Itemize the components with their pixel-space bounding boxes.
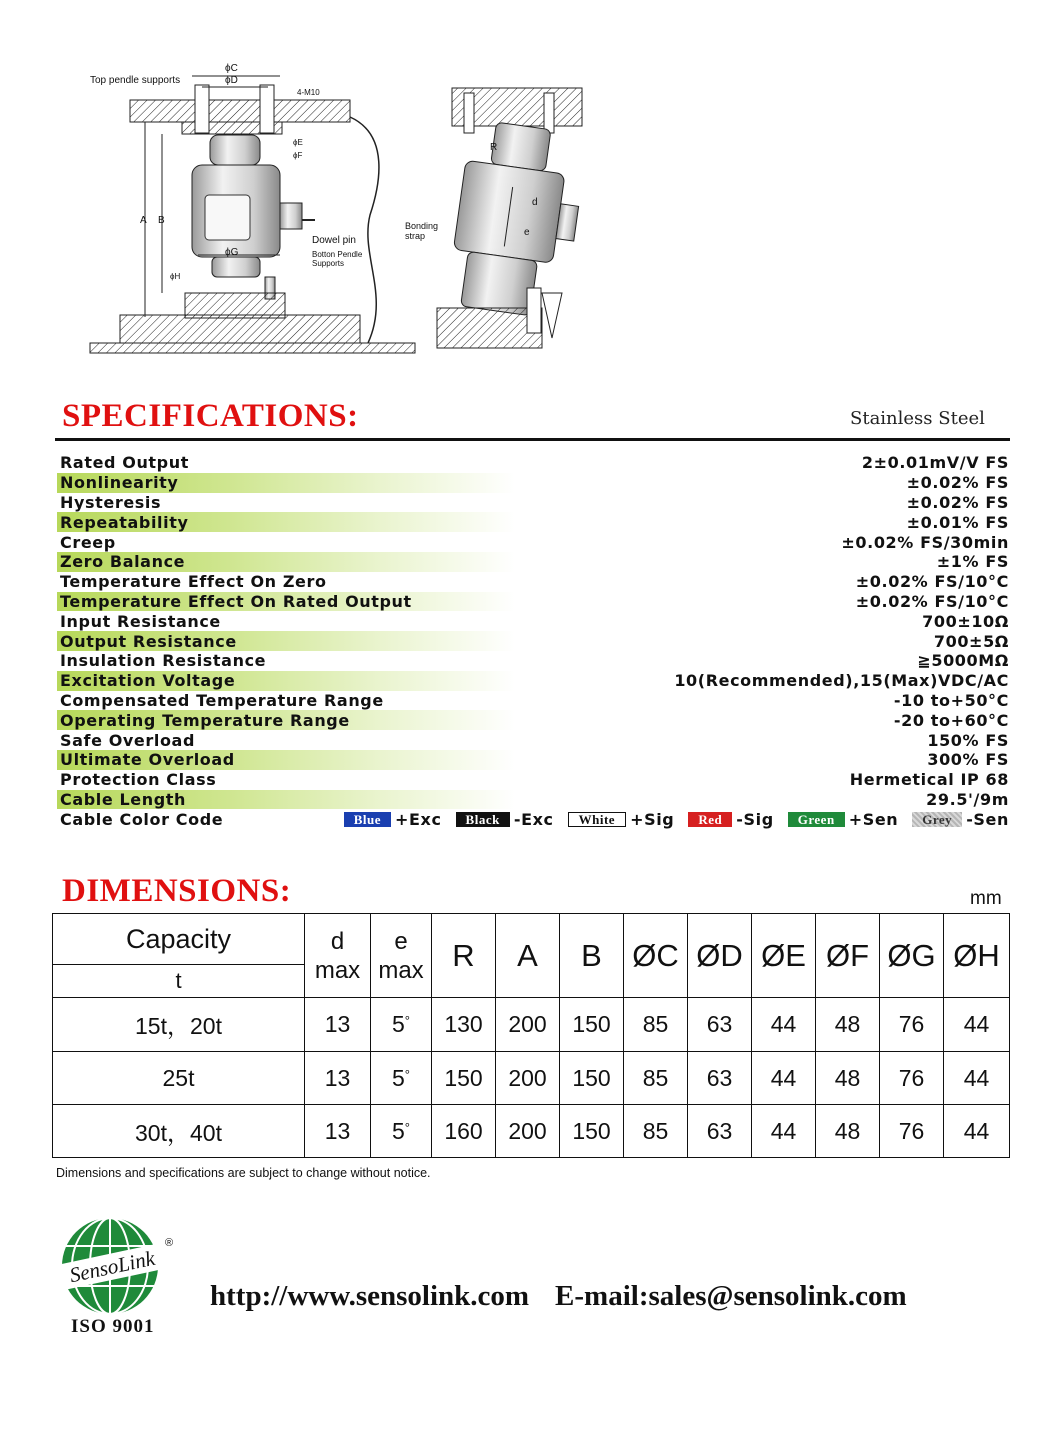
color-swatch-white: White	[568, 812, 626, 827]
signal-label: +Exc	[395, 809, 442, 829]
cell: 150	[432, 1052, 496, 1105]
spec-value: Hermetical IP 68	[849, 770, 1009, 790]
spec-divider	[55, 438, 1010, 441]
label-bottom-supports: Supports	[312, 259, 345, 268]
cable-code-green	[788, 810, 899, 829]
spec-value: 150% FS	[927, 730, 1009, 750]
cable-color-codes	[330, 810, 1011, 829]
spec-row	[57, 691, 1011, 711]
cell: 200	[496, 998, 560, 1052]
spec-label: Compensated Temperature Range	[60, 690, 384, 710]
cell: 85	[624, 1105, 688, 1158]
spec-value: 29.5'/9m	[926, 789, 1009, 809]
signal-label: +Sig	[630, 809, 675, 829]
spec-row	[57, 730, 1011, 750]
cable-code-grey	[912, 810, 1009, 829]
cell: 44	[752, 998, 816, 1052]
website-link[interactable]: http://www.sensolink.com	[210, 1280, 530, 1312]
cell-e: 5°	[371, 1105, 432, 1158]
cell: 44	[944, 1105, 1010, 1158]
header-col: ØD	[688, 914, 752, 998]
label-phi-e: ϕE	[293, 138, 303, 147]
cable-code-red	[688, 810, 773, 829]
cell-d: 13	[305, 1105, 371, 1158]
spec-label: Temperature Effect On Zero	[60, 572, 327, 592]
cell: 130	[432, 998, 496, 1052]
cell-d: 13	[305, 998, 371, 1052]
spec-list	[57, 453, 1011, 829]
signal-label: +Sen	[848, 809, 899, 829]
spec-value: ≧5000MΩ	[917, 651, 1009, 671]
cell: 48	[816, 998, 880, 1052]
spec-label: Ultimate Overload	[60, 750, 235, 770]
cell: 200	[496, 1052, 560, 1105]
cell: 63	[688, 1052, 752, 1105]
header-e: e max	[371, 914, 432, 998]
spec-row	[57, 651, 1011, 671]
spec-value: ±0.02% FS/10°C	[855, 572, 1009, 592]
registered-mark: ®	[165, 1237, 174, 1249]
spec-row	[57, 790, 1011, 810]
spec-row	[57, 572, 1011, 592]
spec-label: Output Resistance	[60, 631, 237, 651]
iso-certification: ISO 9001	[71, 1316, 155, 1337]
spec-value: -10 to+50°C	[893, 690, 1009, 710]
spec-value: ±0.02% FS/10°C	[855, 591, 1009, 611]
spec-value: 700±10Ω	[922, 611, 1009, 631]
spec-label: Rated Output	[60, 453, 189, 473]
spec-value: ±0.02% FS	[906, 492, 1009, 512]
dimensions-unit: mm	[970, 888, 1002, 909]
cell: 85	[624, 998, 688, 1052]
header-d: d max	[305, 914, 371, 998]
label-phi-g: ϕG	[225, 247, 239, 258]
header-capacity-unit: t	[53, 965, 305, 998]
cell: 44	[752, 1052, 816, 1105]
cell: 150	[560, 1105, 624, 1158]
spec-label: Hysteresis	[60, 492, 162, 512]
label-bonding: Bonding	[405, 221, 439, 231]
label-a: A	[140, 215, 147, 226]
label-r: R	[490, 142, 498, 153]
dimensions-table	[52, 913, 1010, 1158]
label-phi-c: ϕC	[225, 63, 238, 74]
spec-label: Nonlinearity	[60, 473, 179, 493]
cell: 76	[880, 1052, 944, 1105]
cable-color-row	[57, 809, 1011, 829]
label-e: e	[524, 227, 530, 238]
table-row	[53, 1052, 1010, 1105]
cable-code-blue	[344, 810, 442, 829]
spec-row	[57, 453, 1011, 473]
label-dowel-pin: Dowel pin	[312, 235, 356, 246]
specifications-title: SPECIFICATIONS:	[62, 398, 359, 434]
spec-row	[57, 552, 1011, 572]
spec-label: Cable Color Code	[60, 809, 224, 829]
cable-code-white	[568, 810, 675, 829]
material-label: Stainless Steel	[850, 408, 985, 429]
label-m10: 4-M10	[297, 88, 320, 97]
table-header-row	[53, 914, 1010, 965]
signal-label: -Exc	[513, 809, 554, 829]
header-col: ØE	[752, 914, 816, 998]
spec-row	[57, 631, 1011, 651]
cell: 48	[816, 1105, 880, 1158]
spec-row	[57, 493, 1011, 513]
cell: 200	[496, 1105, 560, 1158]
label-strap: strap	[405, 231, 426, 241]
spec-label: Operating Temperature Range	[60, 710, 350, 730]
email-link[interactable]: E-mail:sales@sensolink.com	[555, 1280, 907, 1312]
spec-row	[57, 710, 1011, 730]
spec-row	[57, 512, 1011, 532]
spec-value: -20 to+60°C	[893, 710, 1009, 730]
spec-row	[57, 611, 1011, 631]
spec-label: Safe Overload	[60, 730, 196, 750]
header-col: ØC	[624, 914, 688, 998]
logo-brand-text: SensoLink	[67, 1245, 157, 1288]
header-col: R	[432, 914, 496, 998]
spec-label: Protection Class	[60, 770, 217, 790]
header-col: ØH	[944, 914, 1010, 998]
cell: 48	[816, 1052, 880, 1105]
spec-value: ±0.01% FS	[906, 512, 1009, 532]
label-d: d	[532, 197, 538, 208]
spec-label: Temperature Effect On Rated Output	[60, 591, 412, 611]
cell: 85	[624, 1052, 688, 1105]
cell-capacity: 15t，20t	[53, 998, 305, 1052]
cell: 44	[752, 1105, 816, 1158]
spec-row	[57, 770, 1011, 790]
spec-row	[57, 473, 1011, 493]
spec-row	[57, 592, 1011, 612]
cell: 150	[560, 998, 624, 1052]
spec-label: Insulation Resistance	[60, 651, 267, 671]
spec-value: 10(Recommended),15(Max)VDC/AC	[674, 671, 1009, 691]
header-col: A	[496, 914, 560, 998]
signal-label: -Sen	[966, 809, 1009, 829]
cell: 76	[880, 1105, 944, 1158]
header-col: ØF	[816, 914, 880, 998]
tilt-drawing	[432, 88, 602, 353]
label-bottom-pendle: Botton Pendle	[312, 250, 363, 259]
label-b: B	[158, 215, 165, 226]
cell-capacity: 30t，40t	[53, 1105, 305, 1158]
disclaimer: Dimensions and specifications are subject to change without notice.	[56, 1166, 431, 1180]
cable-code-black	[456, 810, 554, 829]
cell: 63	[688, 998, 752, 1052]
spec-value: 700±5Ω	[933, 631, 1009, 651]
dimensions-title: DIMENSIONS:	[62, 873, 292, 909]
spec-label: Zero Balance	[60, 552, 186, 572]
label-phi-h: ϕH	[170, 272, 181, 281]
cell: 150	[560, 1052, 624, 1105]
color-swatch-green: Green	[788, 812, 845, 827]
spec-value: ±0.02% FS	[906, 473, 1009, 493]
color-swatch-red: Red	[688, 812, 732, 827]
spec-value: ±1% FS	[936, 552, 1009, 572]
installation-drawing	[90, 55, 439, 360]
header-col: ØG	[880, 914, 944, 998]
cell-e: 5°	[371, 1052, 432, 1105]
spec-value: ±0.02% FS/30min	[841, 532, 1009, 552]
spec-value: 2±0.01mV/V FS	[861, 453, 1009, 473]
cell-capacity: 25t	[53, 1052, 305, 1105]
table-row	[53, 998, 1010, 1052]
header-capacity: Capacity	[53, 914, 305, 965]
signal-label: -Sig	[736, 809, 774, 829]
cell: 76	[880, 998, 944, 1052]
color-swatch-blue: Blue	[344, 812, 391, 827]
label-phi-d: ϕD	[225, 75, 238, 86]
spec-label: Input Resistance	[60, 611, 221, 631]
header-col: B	[560, 914, 624, 998]
spec-label: Repeatability	[60, 512, 189, 532]
spec-label: Creep	[60, 532, 116, 552]
spec-row	[57, 532, 1011, 552]
color-swatch-black: Black	[456, 812, 510, 827]
cell-e: 5°	[371, 998, 432, 1052]
table-row	[53, 1105, 1010, 1158]
spec-value: 300% FS	[927, 750, 1009, 770]
spec-row	[57, 750, 1011, 770]
spec-label: Excitation Voltage	[60, 671, 236, 691]
label-phi-f: ϕF	[293, 151, 303, 160]
cell: 44	[944, 1052, 1010, 1105]
cell: 63	[688, 1105, 752, 1158]
label-top-pendle: Top pendle supports	[90, 75, 181, 86]
cell-d: 13	[305, 1052, 371, 1105]
spec-label: Cable Length	[60, 789, 187, 809]
cell: 44	[944, 998, 1010, 1052]
cell: 160	[432, 1105, 496, 1158]
spec-row	[57, 671, 1011, 691]
color-swatch-grey: Grey	[912, 812, 962, 827]
contact-line	[210, 1280, 907, 1313]
